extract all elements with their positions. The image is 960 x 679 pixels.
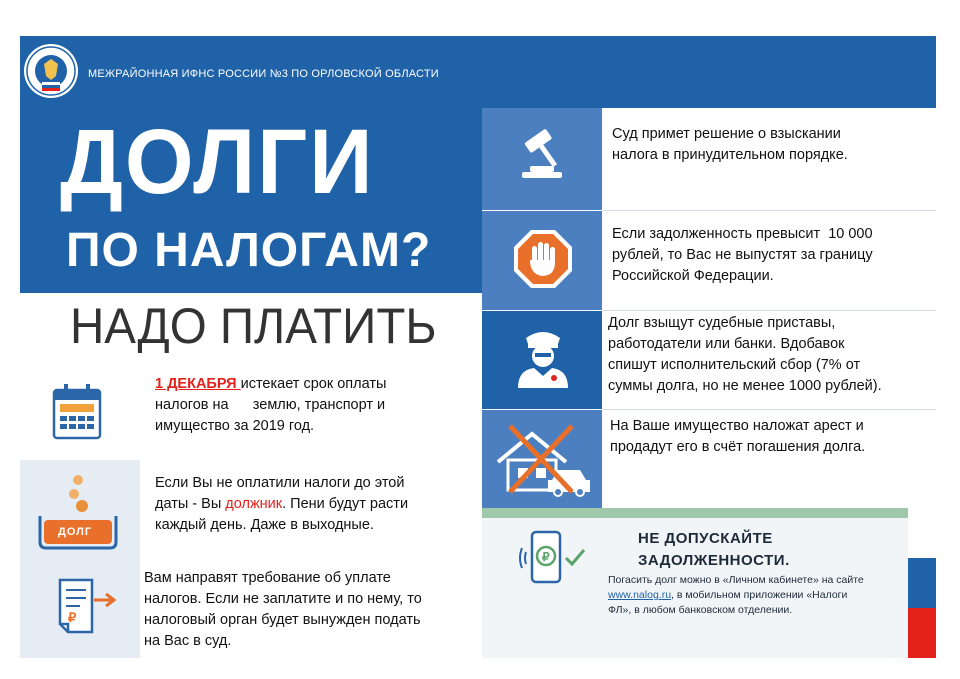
left-row2-line2-post: . Пени будут расти	[282, 496, 409, 512]
fns-emblem-icon	[22, 42, 80, 100]
left-row2-text	[155, 473, 465, 536]
left-row2-line2-pre: даты - Вы	[155, 496, 226, 512]
right-row3-text	[608, 313, 928, 397]
stop-hand-icon	[512, 228, 574, 295]
hero-title-line2: ПО НАЛОГАМ?	[66, 224, 432, 277]
right-row2-line1: Если задолженность превысит 10 000	[612, 226, 873, 242]
right-row1-line1: Суд примет решение о взыскании	[612, 126, 841, 142]
right-row3-line4: суммы долга, но не менее 1000 рублей).	[608, 378, 882, 394]
divider	[602, 409, 936, 410]
right-row2-line2: рублей, то Вас не выпустят за границу	[612, 247, 873, 263]
promo-text-line2: , в мобильном приложении «Налоги	[671, 589, 848, 601]
svg-text:₽: ₽	[68, 610, 77, 625]
right-row1-text	[612, 124, 912, 166]
right-row2-text	[612, 224, 922, 287]
divider	[602, 310, 936, 311]
left-row3-line4: на Вас в суд.	[144, 633, 232, 649]
right-row3-line2: работодатели или банки. Вдобавок	[608, 336, 845, 352]
left-row3-line3: налоговый орган будет вынужден подать	[144, 612, 421, 628]
left-row3-text	[144, 568, 474, 652]
promo-text-line3: ФЛ», в любом банковском отделении.	[608, 604, 793, 616]
deadline-date: 1 ДЕКАБРЯ	[155, 376, 241, 392]
hero-subtitle: НАДО ПЛАТИТЬ	[70, 298, 437, 354]
left-row3-line2: налогов. Если не заплатите и по нему, то	[144, 591, 422, 607]
calendar-number: 1	[72, 389, 78, 400]
seized-property-icon	[492, 420, 596, 505]
promo-title-line2: ЗАДОЛЖЕННОСТИ.	[638, 552, 790, 569]
left-row3-line1: Вам направят требование об уплате	[144, 570, 391, 586]
promo-accent-bar	[482, 508, 908, 518]
debtor-word: должник	[225, 496, 283, 512]
left-row1-line3: имущество за 2019 год.	[155, 418, 315, 434]
left-row1-line2: налогов на землю, транспорт и	[155, 397, 386, 413]
right-row1-line2: налога в принудительном порядке.	[612, 147, 848, 163]
nalog-site-link[interactable]: www.nalog.ru	[608, 589, 672, 601]
promo-text-line1: Погасить долг можно в «Личном кабинете» на сайте	[608, 574, 864, 586]
divider	[602, 210, 936, 211]
hero-title-line1: ДОЛГИ	[60, 111, 375, 213]
bailiff-officer-icon	[512, 322, 574, 395]
mobile-payment-icon	[518, 530, 588, 591]
debt-coins-icon	[38, 470, 118, 557]
demand-document-icon	[54, 576, 118, 645]
russian-flag-stripe	[908, 508, 936, 658]
left-row2-line1: Если Вы не оплатили налоги до этой	[155, 475, 405, 491]
right-row4-line2: продадут его в счёт погашения долга.	[610, 439, 866, 455]
promo-title	[638, 528, 790, 572]
promo-text	[608, 573, 898, 618]
right-row3-line3: спишут исполнительский сбор (7% от	[608, 357, 861, 373]
right-row3-line1: Долг взыщут судебные приставы,	[608, 315, 836, 331]
org-name: МЕЖРАЙОННАЯ ИФНС РОССИИ №3 ПО ОРЛОВСКОЙ ОБЛАСТИ	[88, 68, 439, 80]
svg-text:₽: ₽	[542, 550, 550, 564]
left-row1-line1: истекает срок оплаты	[240, 376, 387, 392]
left-row1-text	[155, 374, 455, 437]
right-row2-line3: Российской Федерации.	[612, 268, 774, 284]
court-gavel-icon	[516, 128, 568, 189]
left-row2-line3: каждый день. Даже в выходные.	[155, 517, 374, 533]
debt-icon-label: ДОЛГ	[58, 526, 93, 538]
right-row4-text	[610, 416, 930, 458]
right-row4-line1: На Ваше имущество наложат арест и	[610, 418, 864, 434]
promo-title-line1: НЕ ДОПУСКАЙТЕ	[638, 530, 773, 547]
